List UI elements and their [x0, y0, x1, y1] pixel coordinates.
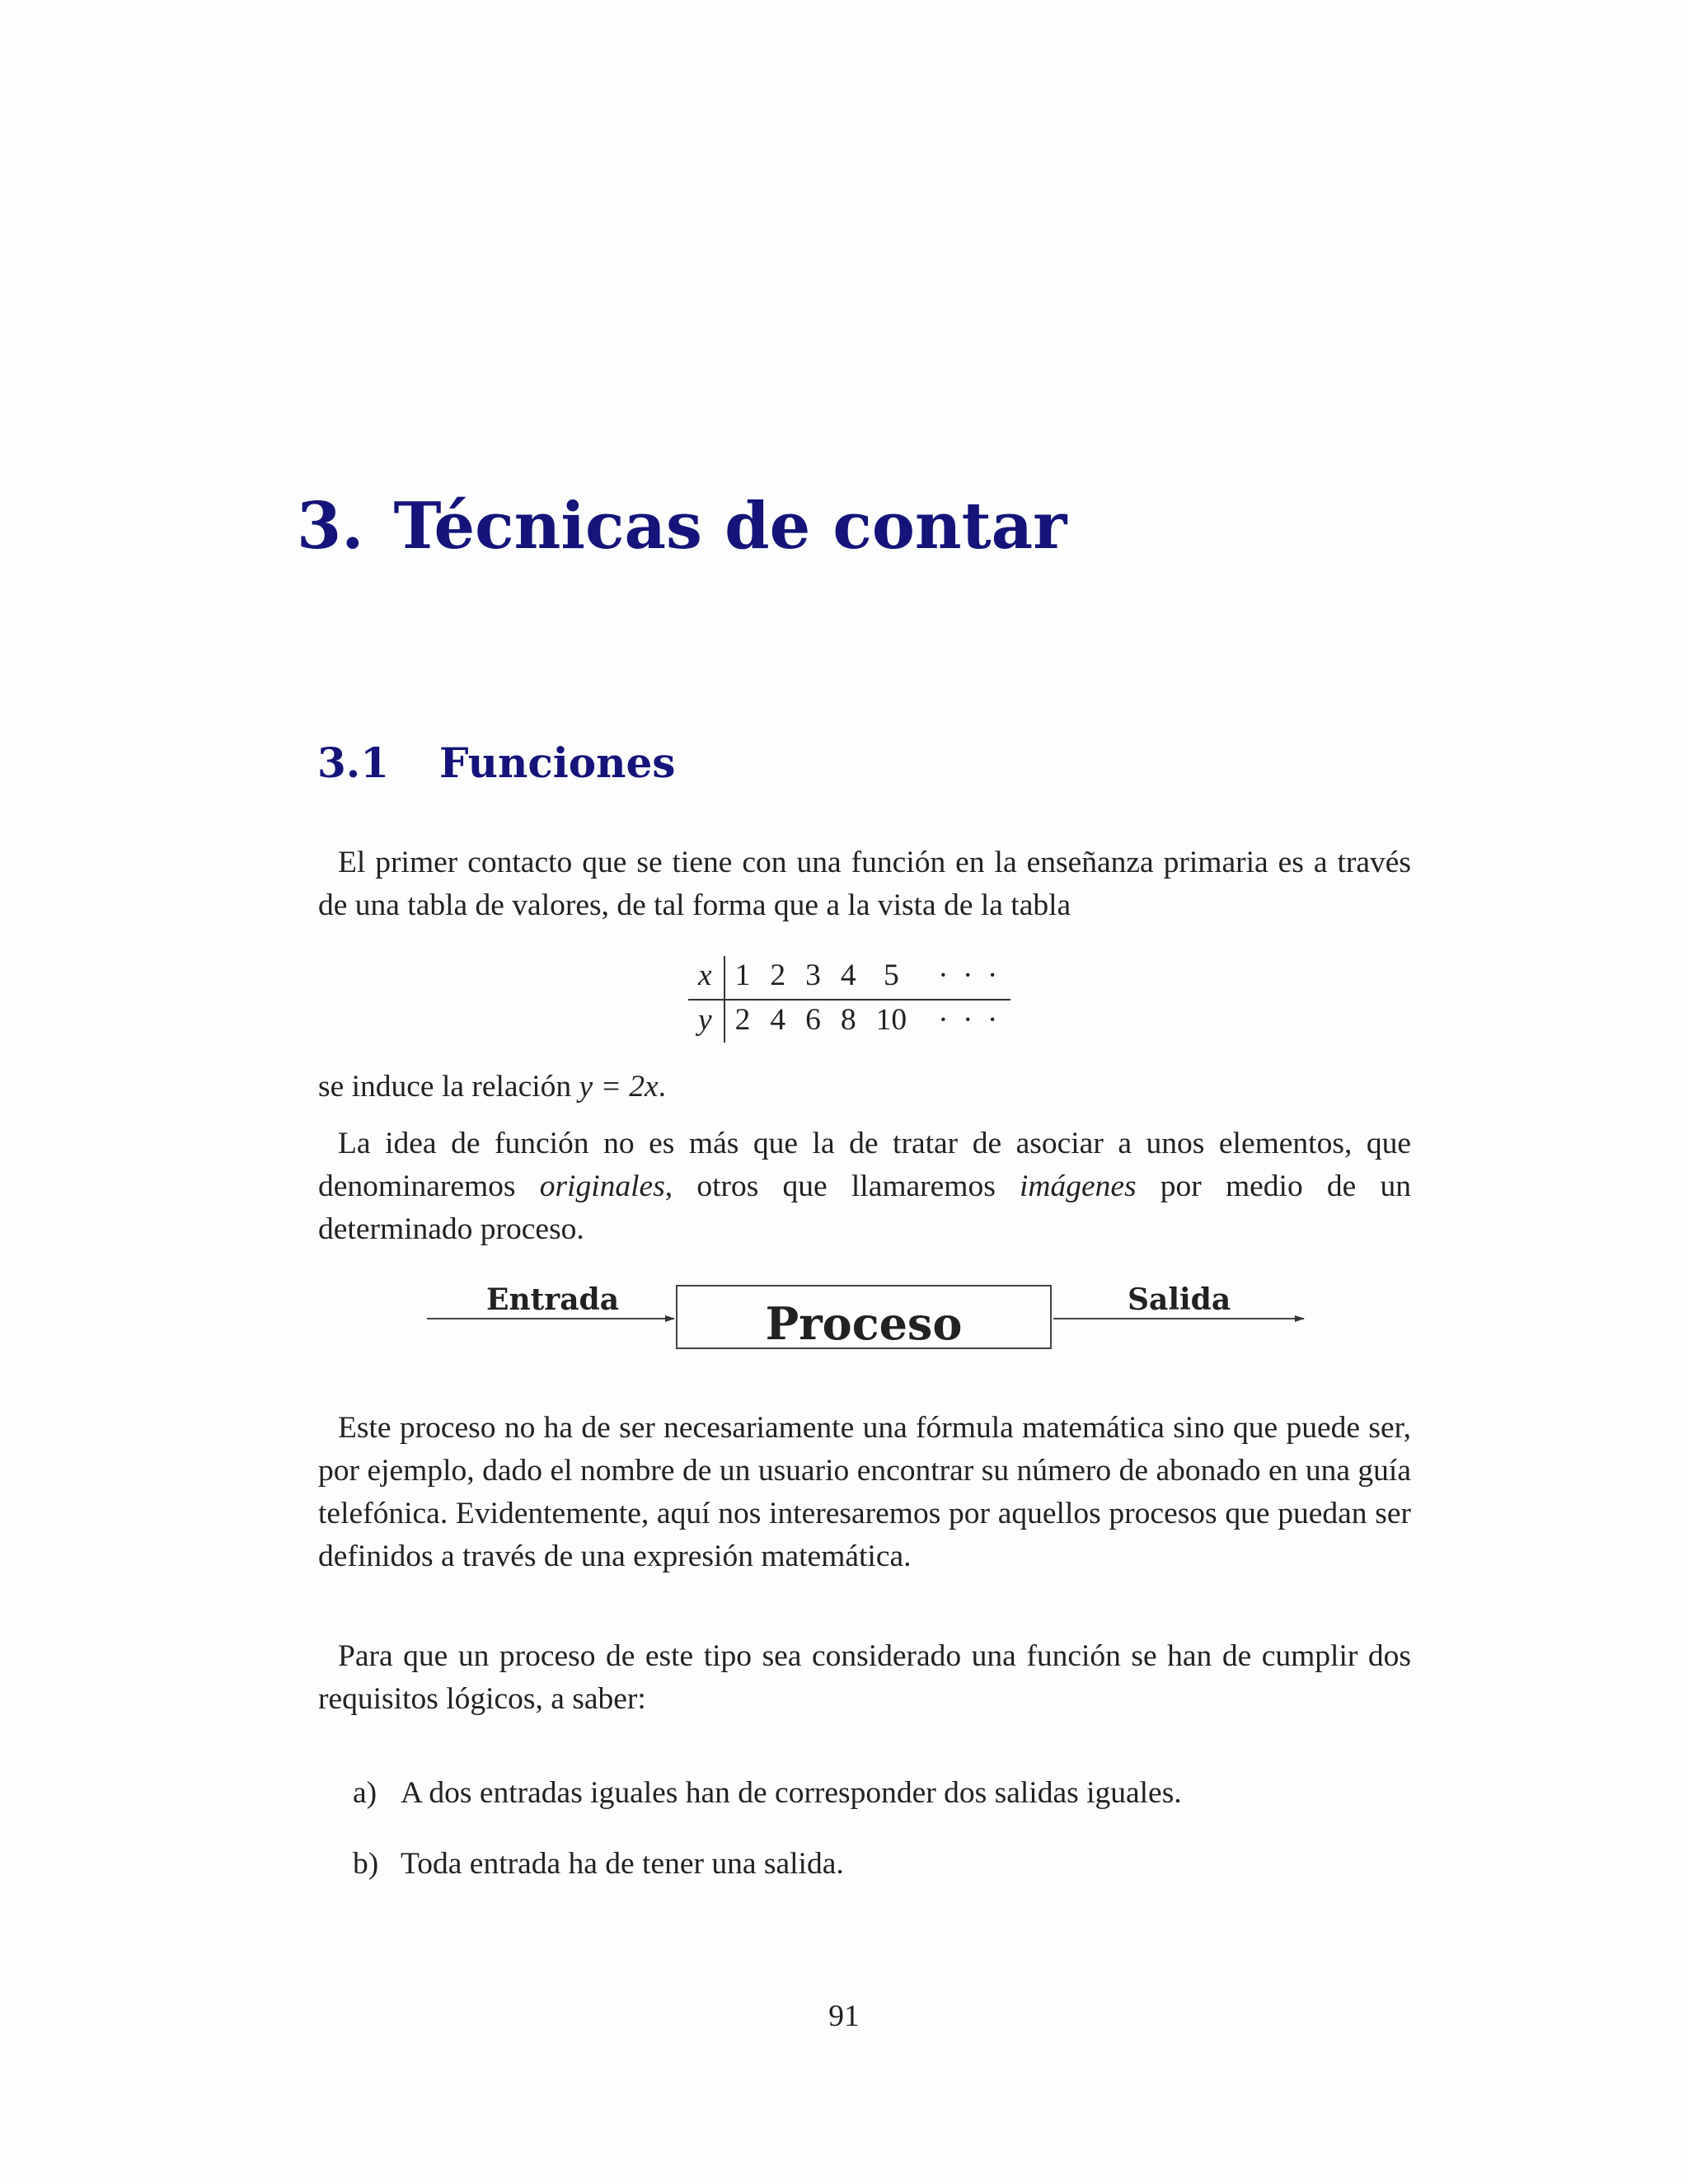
table-cell: 3: [795, 956, 831, 1000]
table-cell-ellipsis: · · ·: [917, 956, 1010, 1000]
paragraph-relation-text: se induce la relación: [318, 1070, 579, 1104]
chapter-number: 3.: [297, 489, 364, 564]
table-cell: 4: [831, 956, 866, 1000]
paragraph-definition: La idea de función no es más que la de tratar de asociar a unos elementos, que denominaremos originales, otros que llamaremos imágenes por medio de un determinado proceso.: [318, 1127, 1411, 1246]
table-cell: 6: [805, 1002, 821, 1037]
process-diagram: [420, 1273, 1311, 1372]
table-y-label: y: [688, 1000, 724, 1043]
list-marker: a): [353, 1776, 377, 1810]
list-item-text: A dos entradas iguales han de corresponder dos salidas iguales.: [401, 1776, 1182, 1810]
table-cell-ellipsis: · · ·: [938, 1002, 1001, 1037]
diagram-input-label: Entrada: [486, 1282, 620, 1317]
list-marker: b): [353, 1847, 379, 1881]
page-number: 91: [828, 1999, 860, 2033]
table-cell: 2: [760, 956, 795, 1000]
table-cell: 5: [866, 956, 917, 1000]
term-originales: originales: [539, 1169, 665, 1203]
list-item: [353, 1772, 1182, 1815]
paragraph-intro-text: El primer contacto que se tiene con una función en la enseñanza primaria es a través de una tabla de valores, de tal forma que a la vista de la tabla: [318, 846, 1411, 922]
paragraph-requirements: [318, 1635, 1411, 1721]
table-cell: 2: [734, 1002, 751, 1037]
chapter-title-text: Técnicas de contar: [393, 489, 1067, 564]
paragraph-intro: [318, 841, 1411, 927]
value-table: [688, 956, 1010, 1043]
chapter-title: [297, 489, 1067, 564]
list-item-text: Toda entrada ha de tener una salida.: [401, 1847, 844, 1881]
table-row-x: [688, 956, 1010, 1000]
term-imagenes: imágenes: [1019, 1169, 1137, 1203]
process-box: [676, 1285, 1052, 1349]
process-box-label: Proceso: [765, 1297, 963, 1350]
table-row-y: [688, 1000, 1010, 1043]
paragraph-requirements-text: Para que un proceso de este tipo sea considerado una función se han de cumplir dos requisitos lógicos, a saber:: [318, 1639, 1411, 1716]
table-cell: 1: [724, 956, 761, 1000]
diagram-output-label: Salida: [1128, 1282, 1231, 1317]
table-cell: 8: [840, 1002, 856, 1037]
table-cell: 10: [875, 1002, 907, 1037]
table-x-label: x: [688, 956, 724, 1000]
table-cell: 4: [770, 1002, 786, 1037]
paragraph-process-text: Este proceso no ha de ser necesariamente una fórmula matemática sino que puede ser, por ejemplo, dado el nombre de un usuario encontrar su número de abonado en una guía telefónica. Evidentemente, aquí nos interesaremos por aquellos procesos que puedan ser definidos a través de una expresión matemática.: [318, 1411, 1411, 1573]
list-item: [353, 1843, 844, 1886]
section-number: 3.1: [317, 738, 389, 787]
relation-formula: y = 2x: [579, 1070, 659, 1104]
section-title: [317, 738, 676, 787]
section-title-text: Funciones: [439, 738, 676, 787]
paragraph-relation: se induce la relación y = 2x.: [318, 1070, 666, 1104]
paragraph-process: [318, 1407, 1411, 1578]
